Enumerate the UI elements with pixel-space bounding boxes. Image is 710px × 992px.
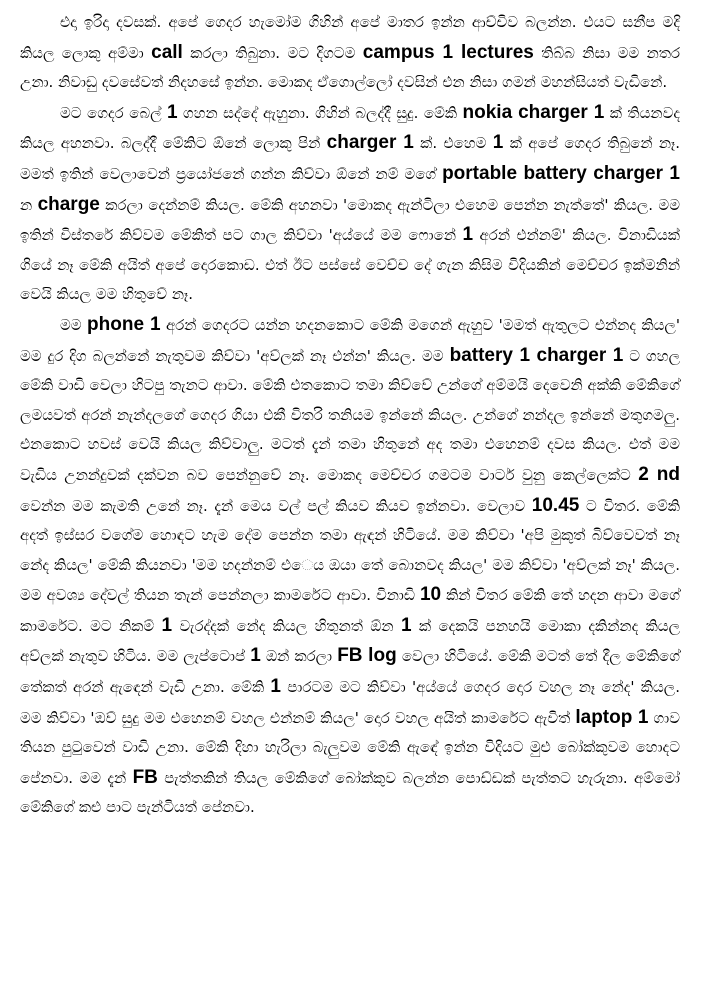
sinhala-text: පාරටම මට කිව්වා 'අය්යේ ගෙදර දොර වහල නෑ නේද' කියල. මම කිව්වා 'ඔව් සුදු මම එහෙනම් වහල එන්නම් කියල' දොර වහල අයිත් කාමරේට ඇවිත් — [20, 678, 680, 727]
english-term: 1 — [462, 224, 474, 246]
sinhala-text: ක් අපේ ගෙදර තිබුනේ නෑ. මමත් ඉතින් වෙලාවෙන් ප්‍රයෝජනේ ගන්න කිව්වා ඕනේ නම් මගේ — [20, 134, 681, 183]
sinhala-text: අරන් ගෙදරට යන්න හදනකොට මේකි මගෙන් ඇහුව 'මමත් ඇතුලට එන්නද කියල' මම දුර දිග බලන්නේ නැතුවම කිව්වා 'අව්ලක් නෑ එන්න' කියල. මම — [20, 315, 680, 365]
english-term: battery 1 charger 1 — [449, 344, 624, 366]
english-term: portable battery charger 1 — [442, 162, 680, 184]
english-term: call — [151, 41, 183, 63]
sinhala-text: ගහන සද්දේ ඇහුනා. ගිහින් බලද්දී සුදු. මේකි — [177, 103, 463, 122]
sinhala-text: වැරද්දක් නේද කියල හිතුනත් ඕන — [172, 616, 401, 635]
sinhala-text: ක්. එහෙම — [413, 134, 493, 153]
english-term: nokia charger 1 — [462, 101, 605, 123]
sinhala-text: වෙලා හිටියේ. මේකි මටත් තේ දීල මේකිගේ තේකත් අරන් ඇඳෙන් වැඩි උනා. මේකි — [20, 647, 680, 697]
sinhala-text: ක් තියනවද කියල අහනවා. බලද්දී මේකිට ඕනේ ලොකු පින් — [20, 103, 681, 153]
sinhala-text: කරලා තිබුනා. මට දිගටම — [182, 43, 363, 62]
sinhala-text: අරන් එන්නම්' කියල. විනාඩියක් ගියේ නෑ මේකි අයිත් අපේ දොරකොඩ. එත් ඊට පස්සේ වෙච්ච දේ ගැන කිසිම විදියකින් මෙච්චර ඉක්මනින් වෙයි කියල මම හිතුවේ නෑ. — [20, 226, 680, 304]
english-term: 10 — [419, 584, 442, 606]
english-term: 1 — [250, 645, 261, 667]
english-term: 1 — [270, 676, 281, 698]
english-term: 1 — [492, 132, 504, 154]
english-term: 1 — [161, 614, 173, 636]
english-term: campus 1 lectures — [362, 41, 534, 63]
english-term: charge — [37, 193, 100, 215]
sinhala-text: ට විතර. මේකි අදත් ඉස්සර වගේම හොඳට හැම දේම පෙන්න තමා ඇඳන් හිටියේ. මම කිව්වා 'අපි මුකුත් බිව්වෙවත් නෑ නේද කියල' මේකි කියනවා 'මම හදන්නම් එෙය ඔයා තේ බොනවද කියල' මම කිව්වා 'අව්ලක් නෑ' කියල. මම අවශ්‍ය දේවල් තියන තැන් පෙන්නලා කාමරේට ආවා. විනාඩි — [20, 496, 680, 605]
english-term: 10.45 — [531, 494, 580, 516]
english-term: 1 — [166, 101, 178, 123]
sinhala-text: කරලා දෙන්නම් කියල. මේකි අහනවා 'මොකද ඇන්ටිලා එහෙම පෙන්න නැත්තේ' කියල. මම ඉතින් විස්තරේ කිව්වම මේකිත් පට ගාල කිව්වා 'අය්යේ මම ෆොනේ — [20, 195, 681, 245]
paragraph-2 — [20, 98, 680, 310]
sinhala-text: ගාව තියන පුටුවෙන් වාඩි උනා. මේකි දිහා හැරිලා බැලුවම මේකි ඇඳේ ඉන්න විදියට මුළු බෝක්කුවම හොදට පේනවා. මම දැන් — [20, 708, 680, 787]
sinhala-text: ඔන් කරලා — [260, 647, 338, 666]
sinhala-text: මට ගෙදර බෙල් — [60, 103, 167, 122]
english-term: charger 1 — [326, 132, 414, 154]
english-term: 2 nd — [638, 463, 680, 485]
english-term: laptop 1 — [575, 706, 649, 728]
sinhala-text: පැත්තකින් තියල මේකිගේ බෝක්කුව බලන්න පොඩ්ඩක් පැත්තට හැරුනා. අම්මෝ මේකිගේ කළු පාට පැන්ටියත් පේනවා. — [20, 768, 680, 817]
sinhala-text: තිබ්බ නිසා මම නතර උනා. නිවාඩු දවසේවත් නිදහසේ ඉන්න. මොකද ඒගොල්ලෝ දවසින් එන නිසා ගමන් මහන්සියත් වැඩිනේ. — [20, 43, 680, 92]
sinhala-text: එදා ඉරිදා දවසක්. අපේ ගෙදර හැමෝම ගිහින් අපේ මාතර ඉන්න ආච්චිව බලන්න. එයට සනීප මදි කියල ලොකු අම්මා — [20, 13, 680, 62]
english-term: 1 — [400, 614, 412, 636]
sinhala-text: කින් විතර මේකි තේ හදන ආවා මගේ කාමරේට. මට නිකම් — [20, 586, 681, 635]
sinhala-text: වෙන්න මම කැමති උනේ නෑ. දැන් මෙය වල් පල් කියව කියව ඉන්නවා. වෙලාව — [20, 496, 532, 515]
paragraph-1 — [20, 8, 680, 98]
sinhala-text: ක් දෙකයි පනහයි මොකා දකින්නද කියල අව්ලක් නැතුව හිටිය. මම ලැප්ටොප් — [20, 616, 681, 666]
sinhala-text: න — [20, 195, 38, 214]
english-term: phone 1 — [87, 313, 161, 335]
english-term: FB log — [337, 645, 397, 667]
paragraph-3 — [20, 310, 680, 823]
english-term: FB — [132, 766, 158, 788]
sinhala-text: මම — [60, 315, 88, 334]
sinhala-text: ට ගහල මේකි වාඩි වෙලා හිටපු තැනට ආවා. මේකි එතකොට තමා කිව්වේ උන්ගේ අම්මයි දෙවෙනි අක්කි මේකිගේ ලමයවත් අරන් නැන්දලගේ ගෙදර ගියා එකී විතරි තනියම ඉන්නේ කියල. උන්ගේ නන්දල ඉන්නේ මතුගමලු. එනකොට හවස් වෙයි කියල කිව්වාලු. මටත් දැන් තමා හිතුනේ අද තමා එහෙනම් දවස කියල. එත් මම වැඩිය උනන්දුවක් දක්වන බව පෙන්නුවේ නෑ. මොකද මෙච්චර ගමටම වාටර් වුනු කෙල්ලෙක්ට — [20, 346, 681, 484]
